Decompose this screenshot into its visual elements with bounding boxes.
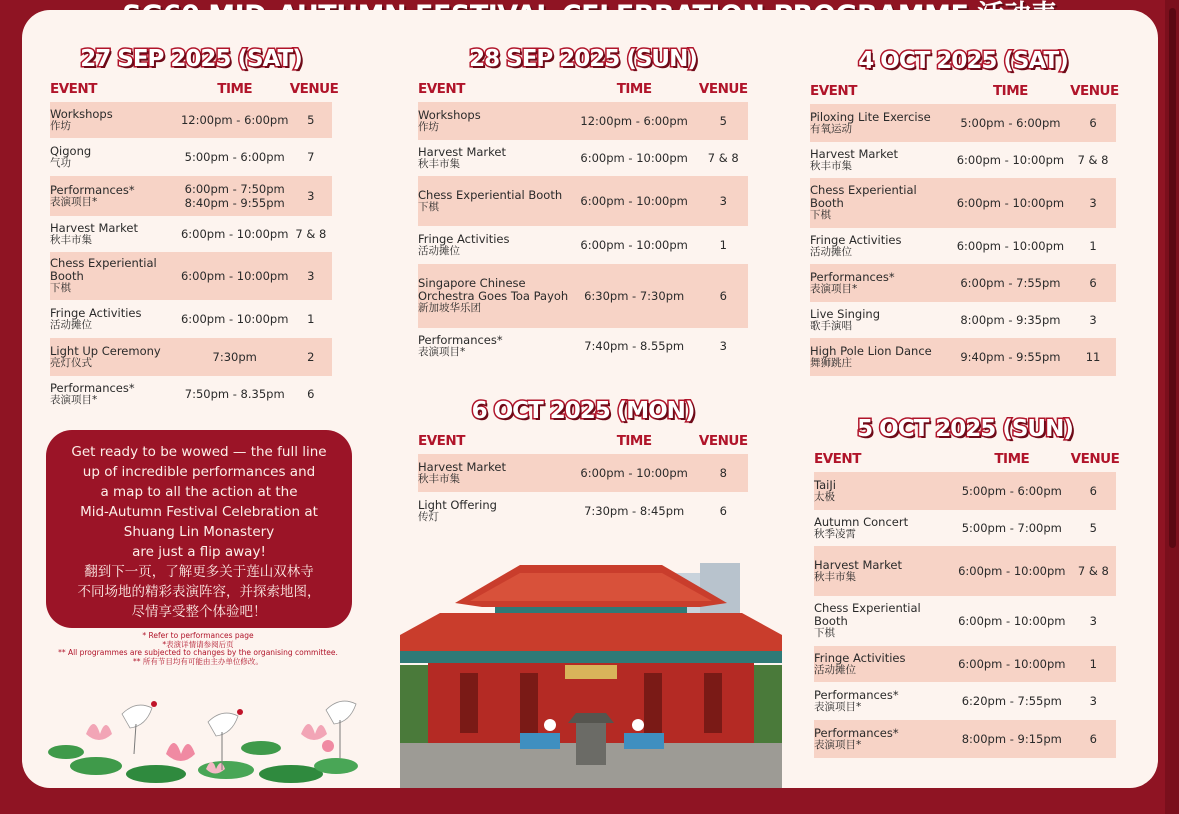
- promo-line: are just a flip away!: [132, 544, 266, 560]
- event-name-zh: 活动摊位: [814, 664, 856, 676]
- time-value: 6:00pm - 10:00pm: [958, 657, 1066, 671]
- venue-cell: 6: [307, 387, 315, 401]
- time-value: 5:00pm - 7:00pm: [961, 521, 1062, 535]
- day-6-oct: [418, 394, 748, 530]
- time-cell: [180, 227, 290, 241]
- time-cell: [570, 504, 699, 518]
- venue-cell: 7 & 8: [295, 227, 327, 241]
- time-value: 5:00pm - 6:00pm: [961, 484, 1062, 498]
- time-cell: [953, 732, 1071, 746]
- event-name: Fringe Activities: [814, 650, 906, 665]
- time-value: 5:00pm - 6:00pm: [960, 116, 1061, 130]
- event-name: Light Up Ceremony: [50, 343, 161, 358]
- venue-cell: 3: [307, 189, 315, 203]
- venue-cell: 2: [307, 350, 315, 364]
- event-cell: [814, 724, 953, 755]
- event-cell: [814, 649, 953, 680]
- event-name: Performances*: [50, 380, 135, 395]
- time-cell: [951, 116, 1070, 130]
- event-cell: [50, 254, 180, 298]
- time-value: 6:00pm - 10:00pm: [180, 269, 289, 283]
- venue-cell: 7 & 8: [1077, 564, 1109, 578]
- event-name-zh: 舞狮跳庄: [810, 357, 852, 369]
- time-cell: [953, 657, 1071, 671]
- event-cell: [418, 230, 570, 261]
- event-name: Chess Experiential Booth: [50, 256, 157, 283]
- day-heading: 28 SEP 2025 (SUN): [469, 46, 697, 72]
- event-name: Light Offering: [418, 497, 497, 512]
- time-value: 6:00pm - 10:00pm: [580, 194, 688, 208]
- time-cell: [953, 694, 1071, 708]
- time-cell: [180, 350, 290, 364]
- time-cell: [570, 289, 699, 303]
- event-name: Chess Experiential Booth: [814, 601, 921, 628]
- promo-line: Shuang Lin Monastery: [123, 524, 275, 540]
- time-cell: [953, 521, 1071, 535]
- event-name-zh: 表演项目*: [418, 346, 466, 358]
- time-cell: [570, 466, 699, 480]
- schedule-row: [814, 682, 1116, 720]
- event-name: Autumn Concert: [814, 514, 909, 529]
- time-cell: [951, 313, 1070, 327]
- event-name: Performances*: [814, 687, 899, 702]
- time-value: 6:30pm - 7:30pm: [584, 289, 685, 303]
- time-value: 6:00pm - 10:00pm: [580, 466, 688, 480]
- event-name: Fringe Activities: [810, 232, 902, 247]
- event-column-label: EVENT: [418, 81, 465, 97]
- event-name-zh: 亮灯仪式: [50, 357, 92, 369]
- time-cell: [570, 114, 699, 128]
- schedule-row: [50, 252, 332, 300]
- day-4-oct: [810, 44, 1119, 376]
- promo-line: 不同场地的精彩表演阵容，并探索地图，: [77, 584, 321, 600]
- schedule-row: [50, 102, 332, 138]
- time-value: 12:00pm - 6:00pm: [180, 113, 289, 127]
- event-cell: [814, 556, 953, 587]
- time-value: 6:20pm - 7:55pm: [961, 694, 1062, 708]
- event-name: Fringe Activities: [50, 305, 142, 320]
- event-name-zh: 有氧运动: [810, 123, 852, 135]
- schedule-row: [810, 338, 1116, 376]
- event-cell: [50, 142, 180, 173]
- venue-cell: 11: [1085, 350, 1101, 364]
- venue-cell: 7 & 8: [1077, 153, 1109, 167]
- time-cell: [953, 564, 1071, 578]
- time-cell: [570, 238, 699, 252]
- event-cell: [418, 106, 570, 137]
- venue-cell: 6: [1089, 484, 1097, 498]
- event-cell: [810, 108, 951, 139]
- venue-cell: 3: [719, 194, 727, 208]
- schedule-row: [418, 102, 748, 140]
- time-cell: [951, 239, 1070, 253]
- time-value: 8:40pm - 9:55pm: [184, 196, 285, 210]
- time-value: 5:00pm - 6:00pm: [184, 150, 285, 164]
- event-cell: [50, 342, 180, 373]
- schedule-row: [814, 546, 1116, 596]
- event-name-zh: 气功: [50, 157, 71, 169]
- day-heading: 4 OCT 2025 (SAT): [858, 48, 1068, 74]
- schedule-row: [50, 138, 332, 176]
- time-value: 7:30pm: [212, 350, 257, 364]
- schedule-row: [810, 178, 1116, 228]
- event-name-zh: 秋丰市集: [50, 234, 92, 246]
- schedule-row: [50, 376, 332, 412]
- venue-column-label: VENUE: [1070, 83, 1119, 99]
- schedule-row: [814, 646, 1116, 682]
- event-column-label: EVENT: [50, 81, 97, 97]
- event-name-zh: 表演项目*: [810, 283, 858, 295]
- footnote: ** All programmes are subjected to changes by the organising committee.: [58, 648, 338, 657]
- time-cell: [180, 269, 290, 283]
- time-cell: [953, 484, 1071, 498]
- event-cell: [50, 105, 180, 136]
- time-value: 6:00pm - 7:55pm: [960, 276, 1061, 290]
- event-cell: [810, 181, 951, 225]
- event-cell: [814, 599, 953, 643]
- event-column-label: EVENT: [418, 433, 465, 449]
- time-value: 6:00pm - 10:00pm: [180, 227, 289, 241]
- day-27-sep: [50, 42, 339, 412]
- time-column-label: TIME: [616, 81, 652, 97]
- scrollbar-track[interactable]: [1165, 0, 1179, 814]
- event-name-zh: 活动摊位: [418, 245, 460, 257]
- time-cell: [180, 387, 290, 401]
- time-value: 7:30pm - 8:45pm: [584, 504, 685, 518]
- event-cell: [418, 274, 570, 318]
- time-cell: [951, 276, 1070, 290]
- day-heading: 27 SEP 2025 (SAT): [80, 46, 302, 72]
- event-name: Harvest Market: [50, 220, 138, 235]
- time-value: 7:50pm - 8.35pm: [184, 387, 285, 401]
- schedule-row: [418, 176, 748, 226]
- promo-line: a map to all the action at the: [100, 484, 298, 500]
- time-value: 6:00pm - 10:00pm: [956, 196, 1065, 210]
- footnote: *表演详情请参阅后页: [162, 639, 234, 649]
- time-cell: [570, 194, 699, 208]
- time-value: 6:00pm - 10:00pm: [958, 614, 1066, 628]
- event-cell: [814, 513, 953, 544]
- venue-cell: 6: [1089, 732, 1097, 746]
- schedule-row: [810, 228, 1116, 264]
- event-cell: [810, 231, 951, 262]
- venue-column-label: VENUE: [1070, 451, 1120, 467]
- event-cell: [814, 686, 953, 717]
- venue-cell: 5: [719, 114, 727, 128]
- event-name-zh: 秋丰市集: [418, 158, 460, 170]
- event-cell: [50, 304, 180, 335]
- schedule-row: [810, 302, 1116, 338]
- promo-line: up of incredible performances and: [82, 464, 316, 480]
- footnote: ** 所有节目均有可能由主办单位修改。: [133, 656, 263, 666]
- event-name: TaiJi: [814, 477, 836, 492]
- schedule-row: [810, 104, 1116, 142]
- time-column-label: TIME: [616, 433, 652, 449]
- event-cell: [418, 331, 570, 362]
- event-name-zh: 活动摊位: [50, 319, 92, 331]
- event-name: Workshops: [418, 107, 481, 122]
- event-name: Performances*: [418, 332, 503, 347]
- event-cell: [418, 496, 570, 527]
- event-name: Chess Experiential Booth: [810, 183, 917, 210]
- schedule-row: [814, 472, 1116, 510]
- event-column-label: EVENT: [810, 83, 857, 99]
- venue-cell: 7 & 8: [707, 151, 739, 165]
- promo-line: 尽情享受整个体验吧！: [131, 604, 267, 620]
- column-header: [50, 76, 339, 102]
- event-name: Harvest Market: [418, 144, 506, 159]
- time-value: 12:00pm - 6:00pm: [580, 114, 688, 128]
- event-name-zh: 表演项目*: [814, 701, 862, 713]
- venue-cell: 6: [1089, 276, 1097, 290]
- venue-cell: 1: [1089, 657, 1097, 671]
- event-name-zh: 秋季凌霄: [814, 528, 856, 540]
- day-heading: 6 OCT 2025 (MON): [471, 398, 695, 424]
- schedule-row: [50, 216, 332, 252]
- time-value: 6:00pm - 10:00pm: [956, 239, 1065, 253]
- schedule-row: [814, 596, 1116, 646]
- time-cell: [951, 350, 1070, 364]
- event-name-zh: 秋丰市集: [418, 473, 460, 485]
- time-column-label: TIME: [992, 83, 1028, 99]
- event-name: Qigong: [50, 143, 92, 158]
- event-name-zh: 传灯: [418, 511, 439, 523]
- event-name-zh: 秋丰市集: [814, 571, 856, 583]
- time-cell: [953, 614, 1071, 628]
- footnote: * Refer to performances page: [142, 631, 254, 640]
- time-value: 9:40pm - 9:55pm: [960, 350, 1061, 364]
- event-name-zh: 作坊: [50, 120, 71, 132]
- column-header: [418, 428, 748, 454]
- event-name-zh: 歌手演唱: [810, 320, 852, 332]
- footnotes: [22, 632, 374, 666]
- scrollbar-thumb[interactable]: [1169, 8, 1176, 548]
- venue-cell: 5: [307, 113, 315, 127]
- venue-column-label: VENUE: [289, 81, 339, 97]
- venue-cell: 6: [719, 289, 727, 303]
- schedule-row: [814, 720, 1116, 758]
- venue-cell: 3: [307, 269, 315, 283]
- event-name-zh: 下棋: [50, 282, 71, 295]
- venue-cell: 1: [719, 238, 727, 252]
- promo-line: 翻到下一页，了解更多关于莲山双林寺: [84, 564, 314, 580]
- programme-card: [22, 10, 1158, 788]
- venue-cell: 6: [719, 504, 727, 518]
- schedule-row: [50, 300, 332, 338]
- schedule-row: [810, 142, 1116, 178]
- event-cell: [418, 458, 570, 489]
- event-cell: [814, 476, 953, 507]
- schedule-row: [418, 226, 748, 264]
- event-cell: [810, 305, 951, 336]
- venue-cell: 8: [719, 466, 727, 480]
- event-cell: [50, 181, 180, 212]
- event-name-zh: 表演项目*: [50, 394, 98, 406]
- promo-line: Get ready to be wowed — the full line: [71, 444, 327, 460]
- event-cell: [810, 145, 951, 176]
- schedule-row: [418, 328, 748, 364]
- event-name: High Pole Lion Dance: [810, 343, 932, 358]
- schedule-row: [418, 492, 748, 530]
- time-column-label: TIME: [994, 451, 1030, 467]
- day-heading: 5 OCT 2025 (SUN): [857, 416, 1073, 442]
- event-name: Chess Experiential Booth: [418, 187, 563, 202]
- event-name-zh: 下棋: [810, 209, 831, 222]
- column-header: [814, 446, 1120, 472]
- venue-cell: 5: [1089, 521, 1097, 535]
- event-name-zh: 太极: [814, 491, 835, 503]
- event-name: Harvest Market: [814, 557, 902, 572]
- event-cell: [50, 219, 180, 250]
- time-value: 6:00pm - 7:50pm: [184, 182, 285, 196]
- time-value: 8:00pm - 9:35pm: [960, 313, 1061, 327]
- venue-cell: 3: [1089, 694, 1097, 708]
- event-name: Fringe Activities: [418, 231, 510, 246]
- venue-cell: 1: [307, 312, 315, 326]
- time-column-label: TIME: [217, 81, 253, 97]
- time-value: 6:00pm - 10:00pm: [580, 151, 688, 165]
- time-value: 7:40pm - 8.55pm: [584, 339, 685, 353]
- event-name-zh: 活动摊位: [810, 246, 852, 258]
- venue-cell: 3: [1089, 614, 1097, 628]
- event-name-zh: 下棋: [418, 201, 439, 213]
- event-name: Performances*: [50, 182, 135, 197]
- day-5-oct: [814, 412, 1120, 758]
- venue-cell: 6: [1089, 116, 1097, 130]
- time-value: 6:00pm - 10:00pm: [956, 153, 1065, 167]
- event-name: Piloxing Lite Exercise: [810, 109, 931, 124]
- time-value: 6:00pm - 10:00pm: [180, 312, 289, 326]
- schedule-row: [50, 338, 332, 376]
- event-cell: [50, 379, 180, 410]
- venue-column-label: VENUE: [698, 433, 748, 449]
- promo-line: Mid-Autumn Festival Celebration at: [80, 504, 318, 520]
- promo-panel: [46, 430, 352, 628]
- event-name: Performances*: [810, 269, 895, 284]
- schedule-row: [810, 264, 1116, 302]
- time-cell: [951, 153, 1070, 167]
- lotus-crane-illustration: [36, 674, 366, 786]
- time-cell: [180, 182, 290, 210]
- schedule-row: [418, 264, 748, 328]
- time-value: 8:00pm - 9:15pm: [961, 732, 1062, 746]
- column-header: [418, 76, 748, 102]
- event-cell: [418, 186, 570, 217]
- temple-photo: [400, 555, 782, 788]
- time-cell: [180, 113, 290, 127]
- event-name-zh: 表演项目*: [814, 739, 862, 751]
- event-name-zh: 下棋: [814, 627, 835, 640]
- venue-cell: 7: [307, 150, 315, 164]
- event-column-label: EVENT: [814, 451, 861, 467]
- schedule-row: [50, 176, 332, 216]
- venue-cell: 3: [1089, 313, 1097, 327]
- event-name: Live Singing: [810, 306, 881, 321]
- event-name: Performances*: [814, 725, 899, 740]
- event-name: Harvest Market: [810, 146, 898, 161]
- time-cell: [570, 339, 699, 353]
- venue-cell: 3: [719, 339, 727, 353]
- event-name: Singapore Chinese Orchestra Goes Toa Payoh: [418, 276, 569, 303]
- event-cell: [810, 342, 951, 373]
- day-28-sep: [418, 42, 748, 364]
- event-name-zh: 新加坡华乐团: [418, 302, 481, 315]
- schedule-row: [418, 454, 748, 492]
- time-value: 6:00pm - 10:00pm: [958, 564, 1066, 578]
- schedule-row: [418, 140, 748, 176]
- time-cell: [570, 151, 699, 165]
- venue-cell: 1: [1089, 239, 1097, 253]
- event-cell: [418, 143, 570, 174]
- venue-column-label: VENUE: [698, 81, 748, 97]
- event-name-zh: 表演项目*: [50, 196, 98, 208]
- time-cell: [180, 312, 290, 326]
- event-cell: [810, 268, 951, 299]
- time-cell: [951, 196, 1070, 210]
- column-header: [810, 78, 1119, 104]
- event-name-zh: 秋丰市集: [810, 160, 852, 172]
- event-name-zh: 作坊: [418, 121, 439, 133]
- event-name: Workshops: [50, 106, 113, 121]
- venue-cell: 3: [1089, 196, 1097, 210]
- time-value: 6:00pm - 10:00pm: [580, 238, 688, 252]
- event-name: Harvest Market: [418, 459, 506, 474]
- time-cell: [180, 150, 290, 164]
- schedule-row: [814, 510, 1116, 546]
